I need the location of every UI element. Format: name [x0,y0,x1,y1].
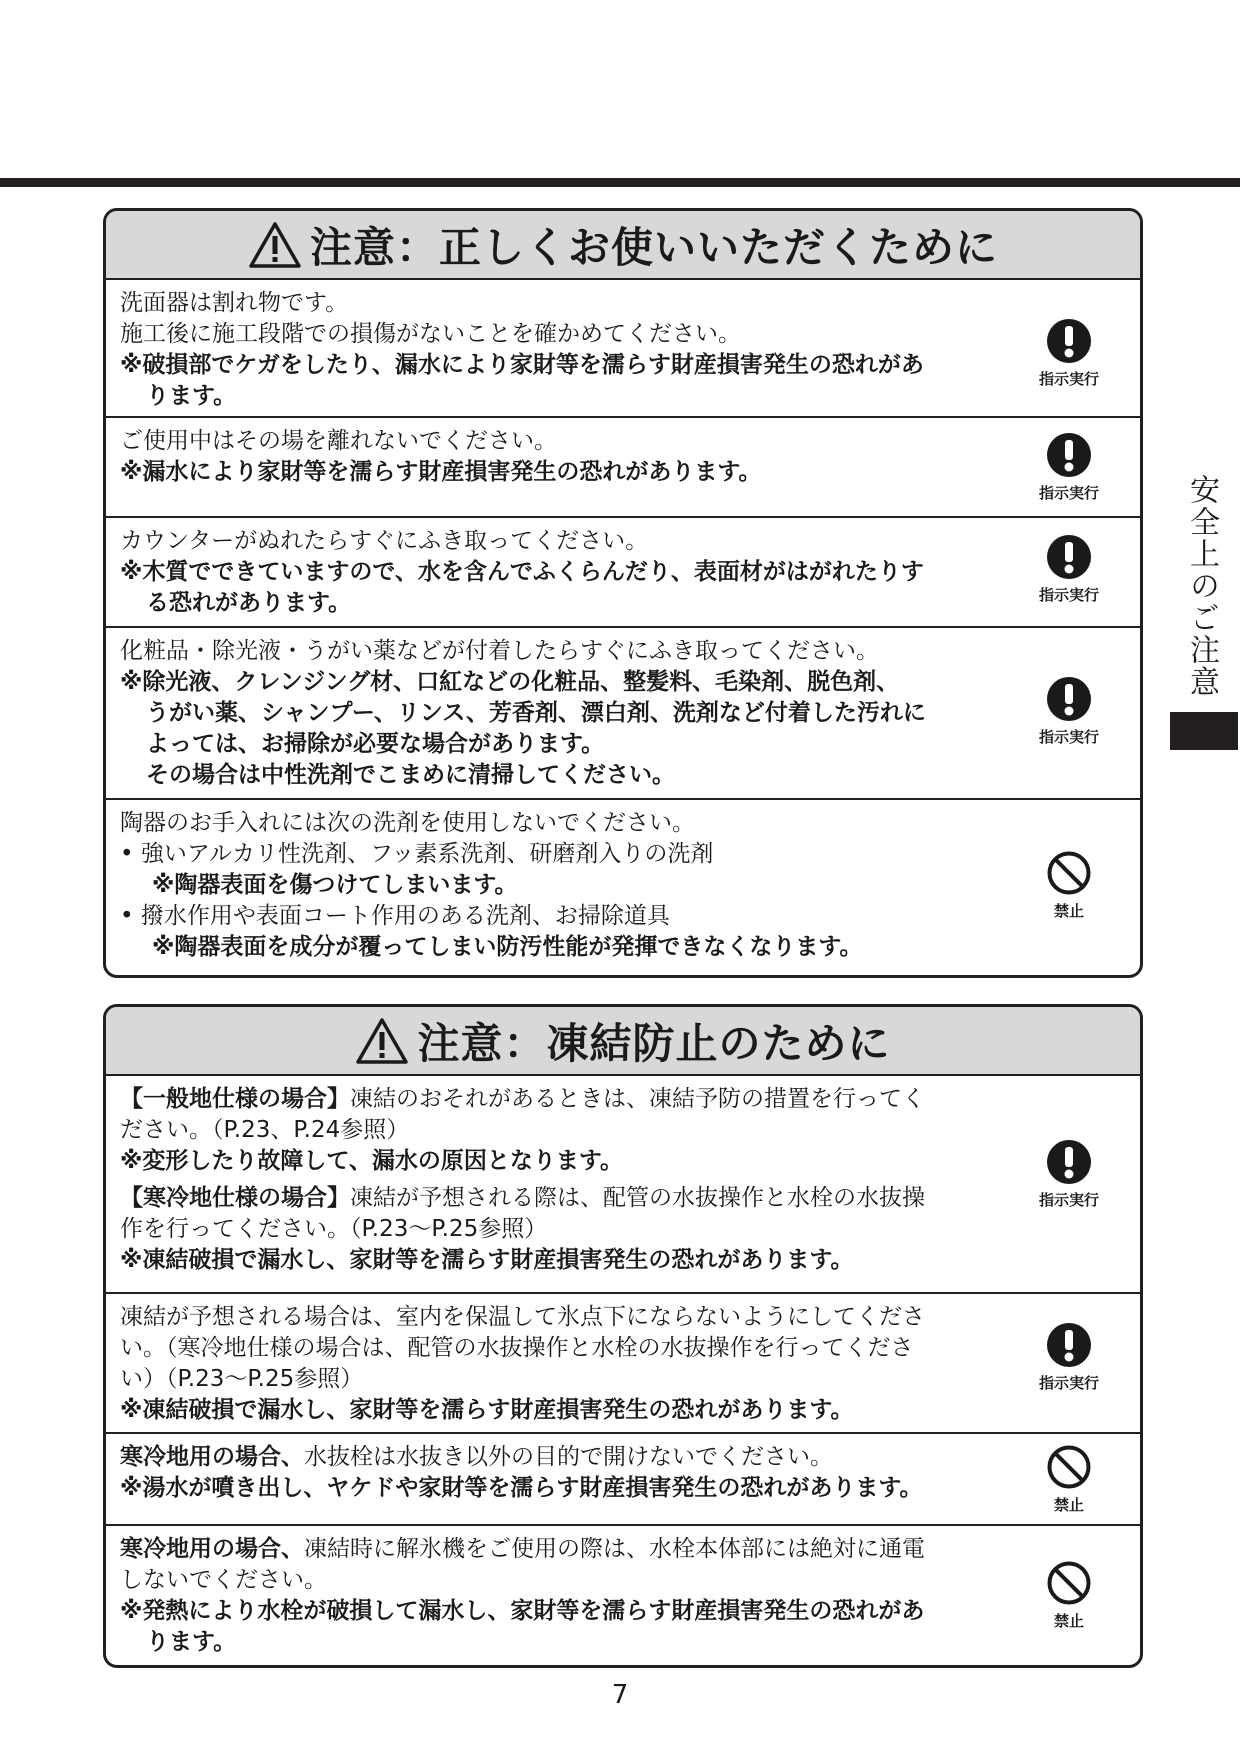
side-tab-marker [1170,712,1238,750]
row-text-line: 作を行ってください。（P.23～P.25参照） [120,1216,548,1242]
row-note-line: ※発熱により水栓が破損して漏水し、家財等を濡らす財産損害発生の恐れがあ [120,1598,925,1624]
caution-row [106,1076,1140,1294]
row-text-line: い。（寒冷地仕様の場合は、配管の水抜操作と水栓の水抜操作を行ってくださ [120,1335,914,1361]
row-note-line: よっては、お掃除が必要な場合があります。 [146,731,605,757]
row-text-line: 寒冷地用の場合、凍結時に解氷機をご使用の際は、水栓本体部には絶対に通電 [120,1536,925,1562]
row-note-line: る恐れがあります。 [146,590,352,616]
row-text-line: しないでください。 [120,1567,327,1593]
row-text-line: ださい。（P.23、P.24参照） [120,1117,410,1143]
row-note-line: ※陶器表面を成分が覆ってしまい防汚性能が発揮できなくなります。 [152,934,863,960]
caution-row [106,1526,1140,1668]
row-text-line: 洗面器は割れ物です。 [120,290,349,316]
exclamation-circle-icon [1046,432,1092,478]
prohibition-icon [1046,1444,1092,1490]
row-note-line: ※陶器表面を傷つけてしまいます。 [152,872,518,898]
exclamation-circle-icon [1046,676,1092,722]
page-number: 7 [611,1680,629,1710]
side-tab-label: 安全上のご注意 [1184,474,1219,698]
row-note-line: ※凍結破損で漏水し、家財等を濡らす財産損害発生の恐れがあります。 [120,1247,854,1273]
row-text-line: い）（P.23～P.25参照） [120,1366,364,1392]
bullet-item: • 強いアルカリ性洗剤、フッ素系洗剤、研磨剤入りの洗剤 [120,841,714,867]
row-text-line: 凍結が予想される場合は、室内を保温して氷点下にならないようにしてくださ [120,1304,925,1330]
caution-row [106,280,1140,418]
caution-row [106,518,1140,628]
caution-row [106,1434,1140,1526]
row-note-line: ※凍結破損で漏水し、家財等を濡らす財産損害発生の恐れがあります。 [120,1397,854,1423]
caution-row [106,1294,1140,1434]
row-note-line: ※変形したり故障して、漏水の原因となります。 [120,1148,624,1174]
caution-row [106,628,1140,800]
warning-triangle-icon [355,1017,409,1065]
mandatory-action-mark: 指示実行 [1028,1139,1110,1209]
mandatory-action-mark: 指示実行 [1028,318,1110,388]
warning-triangle-icon [248,221,302,269]
row-text-line: 寒冷地用の場合、水抜栓は水抜き以外の目的で開けないでください。 [120,1444,833,1470]
exclamation-circle-icon [1046,1322,1092,1368]
row-text-line: 【一般地仕様の場合】凍結のおそれがあるときは、凍結予防の措置を行ってく [120,1086,925,1112]
row-text-line: 【寒冷地仕様の場合】凍結が予想される際は、配管の水抜操作と水栓の水抜操 [120,1185,925,1211]
caution-row [106,800,1140,977]
top-rule [0,178,1240,187]
exclamation-circle-icon [1046,534,1092,580]
mandatory-action-mark: 指示実行 [1028,676,1110,746]
bullet-item: • 撥水作用や表面コート作用のある洗剤、お掃除道具 [120,903,670,929]
mandatory-action-mark: 指示実行 [1028,432,1110,502]
prohibition-icon [1046,1560,1092,1606]
row-note-line: ります。 [146,383,237,409]
row-note-line: ※木質でできていますので、水を含んでふくらんだり、表面材がはがれたりす [120,559,924,585]
prohibition-mark: 禁止 [1028,850,1110,920]
row-text-line: カウンターがぬれたらすぐにふき取ってください。 [120,528,649,554]
prohibition-mark: 禁止 [1028,1444,1110,1514]
row-note-line: ※漏水により家財等を濡らす財産損害発生の恐れがあります。 [120,459,762,485]
row-text-line: 陶器のお手入れには次の洗剤を使用しないでください。 [120,810,695,836]
row-text-line: 化粧品・除光液・うがい薬などが付着したらすぐにふき取ってください。 [120,638,879,664]
exclamation-circle-icon [1046,318,1092,364]
row-note-line: ※除光液、クレンジング材、口紅などの化粧品、整髪料、毛染剤、脱色剤、 [120,669,900,695]
caution-row [106,418,1140,518]
row-note-line: ※湯水が噴き出し、ヤケドや家財等を濡らす財産損害発生の恐れがあります。 [120,1475,923,1501]
row-note-line: ります。 [146,1629,237,1655]
row-text-line: ご使用中はその場を離れないでください。 [120,428,557,454]
caution-title: 注意：正しくお使いいただくために [309,222,998,272]
row-note-line: ※破損部でケガをしたり、漏水により家財等を濡らす財産損害発生の恐れがあ [120,352,924,378]
caution-header [106,211,1140,280]
row-note-line: その場合は中性洗剤でこまめに清掃してください。 [146,762,675,788]
row-text-line: 施工後に施工段階での損傷がないことを確かめてください。 [120,321,741,347]
caution-box-usage [103,208,1143,978]
caution-title: 注意：凍結防止のために [417,1018,891,1068]
side-tab [1172,474,1232,750]
caution-header [106,1007,1140,1076]
prohibition-icon [1046,850,1092,896]
prohibition-mark: 禁止 [1028,1560,1110,1630]
mandatory-action-mark: 指示実行 [1028,534,1110,604]
mandatory-action-mark: 指示実行 [1028,1322,1110,1392]
row-note-line: うがい薬、シャンプー、リンス、芳香剤、漂白剤、洗剤など付着した汚れに [146,700,926,726]
exclamation-circle-icon [1046,1139,1092,1185]
caution-box-freeze [103,1004,1143,1668]
